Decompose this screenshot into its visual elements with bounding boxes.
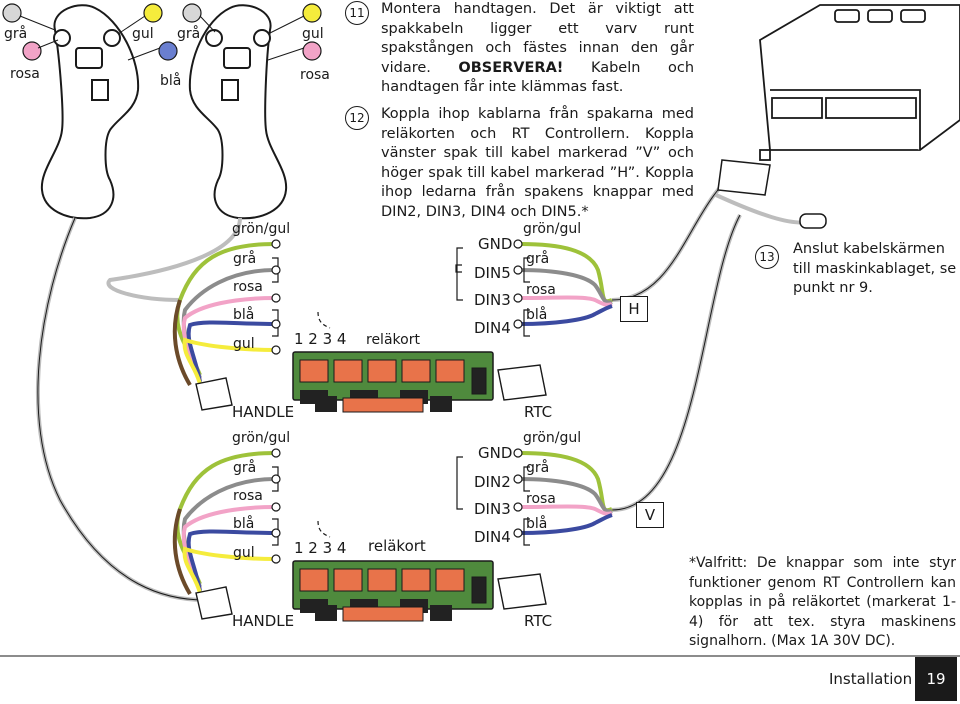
handle-label: HANDLE (232, 403, 295, 421)
label-gra: grå (4, 26, 28, 42)
yellow-dot (303, 4, 321, 22)
handle-wire-label: blå (233, 516, 255, 532)
cable-marker-v: V (636, 502, 664, 528)
top-handle-connector (196, 378, 232, 410)
step-11-text: Montera handtagen. Det är viktigt att spakkabeln ligger ett varv runt spakstången och fästes innan den går vidare. OBSERVERA! Kabeln och handtagen får inte klämmas fast. (381, 1, 695, 95)
rtc-wire-label: grön/gul (523, 221, 582, 237)
rtc-wire-label: blå (526, 307, 548, 323)
relay-numbers: 1 2 3 4 (294, 330, 347, 348)
rtc-label: RTC (524, 403, 553, 421)
din-label: GND (478, 235, 513, 253)
din-label: DIN5 (474, 264, 511, 282)
top-relay-board (293, 352, 493, 412)
rt-controller-illustration (760, 5, 960, 160)
cable-shield-end (800, 214, 826, 228)
handle-wire-label: grå (233, 251, 257, 267)
rtc-wire-label: grön/gul (523, 430, 582, 446)
left-joystick-illustration (42, 5, 138, 218)
top-rtc-connector (498, 365, 546, 400)
handle-wire-label: rosa (233, 488, 263, 504)
rtc-wire-label: blå (526, 516, 548, 532)
handle-wire-label: rosa (233, 279, 263, 295)
bottom-handle-wires (175, 453, 275, 594)
step-12-text: Koppla ihop kablarna från spakarna med reläkorten och RT Controllern. Koppla vänster spak till kabel markerad ”V” och höger spak till kabel markerad ”H”. Koppla ihop ledarna från spakens knappar med DIN2, DIN3, DIN4 och DIN5.* (381, 106, 694, 220)
handle-wire-label: gul (233, 336, 255, 352)
step-number-11: 11 (345, 1, 369, 25)
relay-numbers: 1 2 3 4 (294, 539, 347, 557)
footer-section-title: Installation (829, 670, 913, 688)
relay-label: reläkort (368, 537, 426, 555)
rtc-wire-label: grå (526, 251, 550, 267)
din-label: DIN2 (474, 473, 511, 491)
bottom-relay-board (293, 561, 493, 621)
handle-label: HANDLE (232, 612, 295, 630)
din-label: GND (478, 444, 513, 462)
din-label: DIN4 (474, 528, 511, 546)
grey-dot (3, 4, 21, 22)
rtc-wire-label: rosa (526, 282, 556, 298)
plug-connector (718, 160, 770, 195)
yellow-dot (144, 4, 162, 22)
label-rosa: rosa (10, 66, 40, 82)
rtc-wire-label: rosa (526, 491, 556, 507)
bottom-rtc-connector (498, 574, 546, 609)
rtc-wire-label: grå (526, 460, 550, 476)
right-joystick-illustration (190, 5, 286, 218)
label-gul: gul (302, 26, 324, 42)
bottom-handle-connector (196, 587, 232, 619)
handle-wire-label: grå (233, 460, 257, 476)
step-13-text: Anslut kabelskärmen till maskinkablaget, se punkt nr 9. (793, 241, 957, 296)
handle-wire-label: grön/gul (232, 221, 291, 237)
label-rosa: rosa (300, 67, 330, 83)
din-label: DIN3 (474, 291, 511, 309)
step-number-13: 13 (755, 245, 779, 269)
relay-label: reläkort (366, 332, 420, 348)
step-number-12: 12 (345, 106, 369, 130)
label-gra: grå (177, 26, 201, 42)
label-gul: gul (132, 26, 154, 42)
grey-dot (183, 4, 201, 22)
blue-dot (159, 42, 177, 60)
pink-dot (303, 42, 321, 60)
din-label: DIN3 (474, 500, 511, 518)
handle-wire-label: blå (233, 307, 255, 323)
handle-wire-label: grön/gul (232, 430, 291, 446)
top-handle-wires (175, 244, 275, 385)
handle-wire-label: gul (233, 545, 255, 561)
footnote: *Valfritt: De knappar som inte styr funktioner genom RT Controllern kan kopplas in på reläkortet (markerat 1-4) för att tex. styra maskinens signalhorn. (Max 1A 30V DC). (689, 555, 956, 649)
rtc-label: RTC (524, 612, 553, 630)
cable-marker-h: H (620, 296, 648, 322)
footer-page-number: 19 (915, 657, 957, 701)
label-bla: blå (160, 73, 182, 89)
din-label: DIN4 (474, 319, 511, 337)
pink-dot (23, 42, 41, 60)
